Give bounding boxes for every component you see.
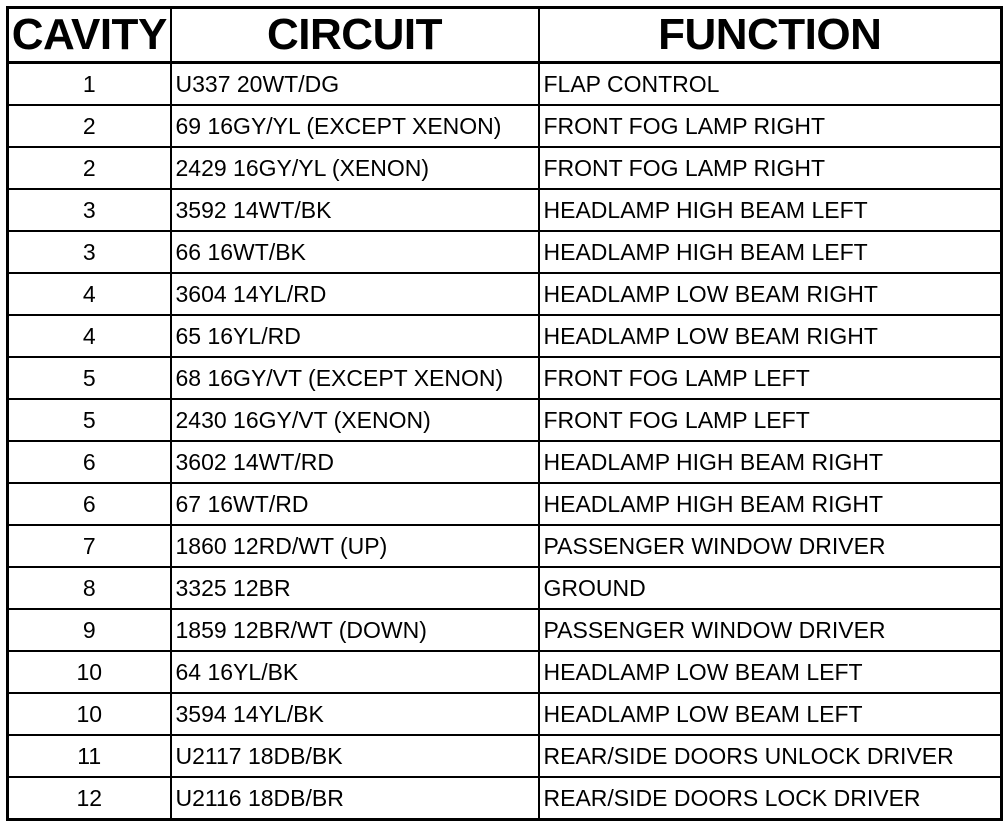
circuit-cell: 2429 16GY/YL (XENON) <box>171 147 539 189</box>
cavity-cell: 2 <box>8 105 171 147</box>
header-row <box>8 8 1002 63</box>
function-header: FUNCTION <box>539 8 1002 63</box>
table-row <box>8 315 1002 357</box>
table-row <box>8 105 1002 147</box>
table-row <box>8 399 1002 441</box>
cavity-cell: 5 <box>8 399 171 441</box>
cavity-cell: 6 <box>8 483 171 525</box>
cavity-cell: 4 <box>8 273 171 315</box>
function-cell: FRONT FOG LAMP LEFT <box>539 357 1002 399</box>
table-row <box>8 441 1002 483</box>
cavity-cell: 2 <box>8 147 171 189</box>
circuit-cell: 3604 14YL/RD <box>171 273 539 315</box>
table-row <box>8 273 1002 315</box>
table-row <box>8 651 1002 693</box>
cavity-cell: 11 <box>8 735 171 777</box>
function-cell: FRONT FOG LAMP LEFT <box>539 399 1002 441</box>
cavity-cell: 4 <box>8 315 171 357</box>
function-cell: HEADLAMP HIGH BEAM LEFT <box>539 231 1002 273</box>
circuit-cell: 3594 14YL/BK <box>171 693 539 735</box>
circuit-cell: 65 16YL/RD <box>171 315 539 357</box>
function-cell: REAR/SIDE DOORS LOCK DRIVER <box>539 777 1002 820</box>
cavity-cell: 5 <box>8 357 171 399</box>
cavity-cell: 9 <box>8 609 171 651</box>
circuit-cell: 3325 12BR <box>171 567 539 609</box>
circuit-cell: 3602 14WT/RD <box>171 441 539 483</box>
cavity-cell: 3 <box>8 231 171 273</box>
cavity-cell: 7 <box>8 525 171 567</box>
circuit-header: CIRCUIT <box>171 8 539 63</box>
circuit-cell: 3592 14WT/BK <box>171 189 539 231</box>
circuit-cell: U2117 18DB/BK <box>171 735 539 777</box>
function-cell: PASSENGER WINDOW DRIVER <box>539 525 1002 567</box>
circuit-cell: U2116 18DB/BR <box>171 777 539 820</box>
connector-pinout-table <box>6 6 1003 821</box>
table-row <box>8 735 1002 777</box>
circuit-cell: 2430 16GY/VT (XENON) <box>171 399 539 441</box>
cavity-cell: 12 <box>8 777 171 820</box>
cavity-header: CAVITY <box>8 8 171 63</box>
table-row <box>8 357 1002 399</box>
table-row <box>8 63 1002 106</box>
circuit-cell: U337 20WT/DG <box>171 63 539 106</box>
function-cell: GROUND <box>539 567 1002 609</box>
circuit-cell: 1859 12BR/WT (DOWN) <box>171 609 539 651</box>
cavity-cell: 1 <box>8 63 171 106</box>
function-cell: HEADLAMP HIGH BEAM RIGHT <box>539 441 1002 483</box>
function-cell: HEADLAMP HIGH BEAM RIGHT <box>539 483 1002 525</box>
table-row <box>8 483 1002 525</box>
table-row <box>8 693 1002 735</box>
function-cell: HEADLAMP LOW BEAM LEFT <box>539 651 1002 693</box>
cavity-cell: 3 <box>8 189 171 231</box>
table-row <box>8 609 1002 651</box>
cavity-cell: 10 <box>8 693 171 735</box>
circuit-cell: 68 16GY/VT (EXCEPT XENON) <box>171 357 539 399</box>
function-cell: REAR/SIDE DOORS UNLOCK DRIVER <box>539 735 1002 777</box>
function-cell: HEADLAMP LOW BEAM RIGHT <box>539 273 1002 315</box>
cavity-cell: 10 <box>8 651 171 693</box>
cavity-cell: 6 <box>8 441 171 483</box>
table-row <box>8 147 1002 189</box>
table-row <box>8 777 1002 820</box>
function-cell: HEADLAMP LOW BEAM RIGHT <box>539 315 1002 357</box>
circuit-cell: 1860 12RD/WT (UP) <box>171 525 539 567</box>
circuit-cell: 67 16WT/RD <box>171 483 539 525</box>
circuit-cell: 69 16GY/YL (EXCEPT XENON) <box>171 105 539 147</box>
table-row <box>8 567 1002 609</box>
function-cell: FRONT FOG LAMP RIGHT <box>539 105 1002 147</box>
circuit-cell: 66 16WT/BK <box>171 231 539 273</box>
cavity-cell: 8 <box>8 567 171 609</box>
table-row <box>8 189 1002 231</box>
table-body <box>8 63 1002 820</box>
function-cell: HEADLAMP HIGH BEAM LEFT <box>539 189 1002 231</box>
function-cell: FRONT FOG LAMP RIGHT <box>539 147 1002 189</box>
circuit-cell: 64 16YL/BK <box>171 651 539 693</box>
function-cell: PASSENGER WINDOW DRIVER <box>539 609 1002 651</box>
function-cell: FLAP CONTROL <box>539 63 1002 106</box>
table-row <box>8 525 1002 567</box>
table-row <box>8 231 1002 273</box>
function-cell: HEADLAMP LOW BEAM LEFT <box>539 693 1002 735</box>
